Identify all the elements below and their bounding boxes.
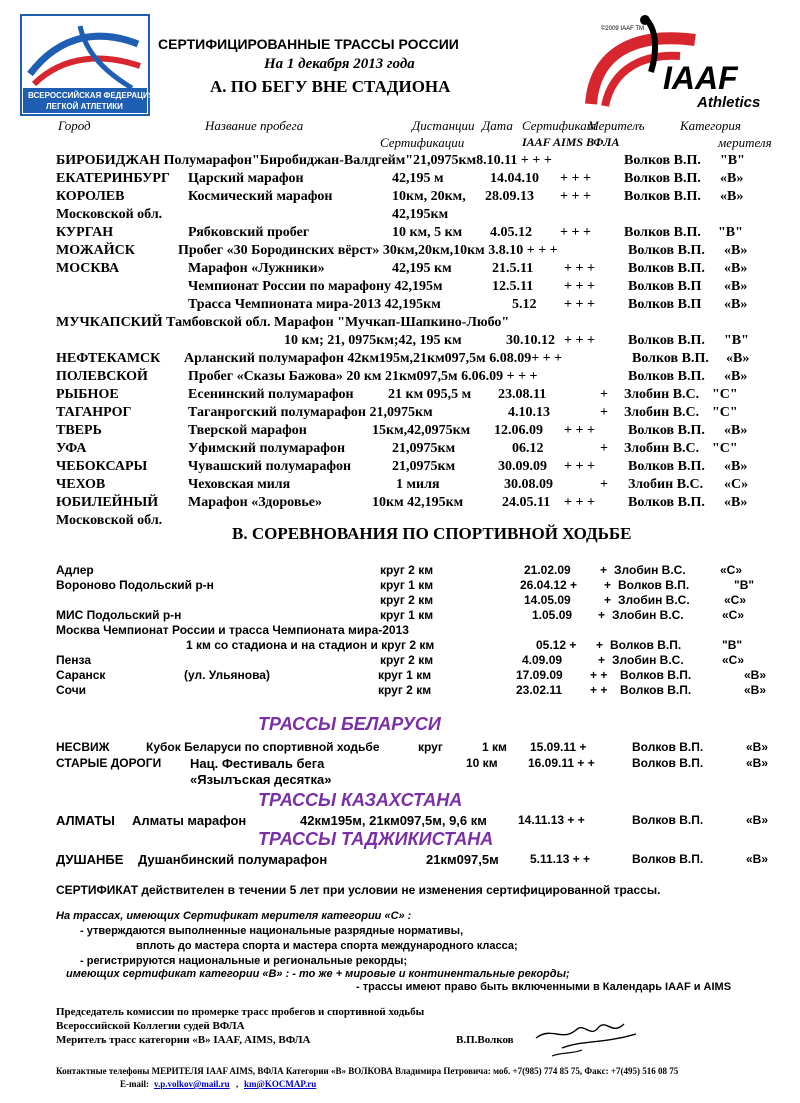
walk-dist: круг 2 км xyxy=(380,653,434,667)
signer-name: В.П.Волков xyxy=(456,1034,514,1046)
run-cert: + xyxy=(600,405,608,420)
run-measurer: Волков В.П. xyxy=(628,243,705,258)
run-measurer: Злобин В.С. xyxy=(624,387,700,402)
walk-date: 1.05.09 xyxy=(532,608,573,622)
run-line: БИРОБИДЖАН Полумарафон"Биробиджан-Валдгейм"21,0975км8.10.11 + + + xyxy=(56,153,552,168)
kz-measurer: Волков В.П. xyxy=(632,813,704,827)
run-cert: + + + xyxy=(560,225,591,240)
run-measurer: Волков В.П. xyxy=(628,333,705,348)
kz-name: Алматы марафон xyxy=(132,813,247,828)
run-name: Рябковский пробег xyxy=(188,225,310,240)
run-cert: + xyxy=(600,477,608,492)
walk-city: Пенза xyxy=(56,653,92,667)
walk-date: 4.09.09 xyxy=(522,653,563,667)
run-cat: "С" xyxy=(712,441,738,456)
walk-dist: круг 2 км xyxy=(380,593,434,607)
run-name: Космический марафон xyxy=(188,189,333,204)
col-date: Дата xyxy=(482,118,513,133)
walk-date: 26.04.12 + xyxy=(520,578,578,592)
run-date: 28.09.13 xyxy=(485,189,534,204)
walk-row xyxy=(0,653,800,668)
run-city: Московской обл. xyxy=(56,207,163,222)
run-cat: «В» xyxy=(724,459,748,474)
run-cat: «В» xyxy=(724,495,748,510)
belarus-cat: «В» xyxy=(746,740,769,754)
walk-cert: + xyxy=(596,638,604,652)
signature-icon xyxy=(532,1008,642,1062)
footer-line: Председатель комиссии по промерке трасс пробегов и спортивной ходьбы xyxy=(56,1006,425,1018)
col-name: Название пробега xyxy=(205,118,304,133)
run-dist: 10 км, 5 км xyxy=(392,225,463,240)
run-cat: "С" xyxy=(712,405,738,420)
iaaf-logo-sub: Athletics xyxy=(697,94,761,111)
run-measurer: Злобин В.С. xyxy=(624,405,700,420)
col-dist: Дистанции xyxy=(412,118,475,133)
run-cat: «В» xyxy=(720,171,744,186)
email-link-1[interactable]: v.p.volkov@mail.ru xyxy=(154,1079,230,1089)
col-cert-sub: IAAF AIMS ВФЛА xyxy=(522,135,620,149)
run-measurer: Злобин В.С. xyxy=(624,441,700,456)
belarus-date: 15.09.11 + xyxy=(530,740,587,754)
kz-date: 14.11.13 + + xyxy=(518,813,585,827)
run-row xyxy=(0,315,800,333)
belarus-name: Кубок Беларуси по спортивной ходьбе xyxy=(146,740,380,754)
col-city: Город xyxy=(58,118,91,133)
belarus-row xyxy=(0,740,800,755)
run-city: МОСКВА xyxy=(56,261,120,276)
run-city: ЧЕХОВ xyxy=(56,477,106,492)
run-date: 06.12 xyxy=(512,441,544,456)
iaaf-logo-small: ©2009 IAAF TM xyxy=(601,26,644,32)
walk-date: 14.05.09 xyxy=(524,593,571,607)
tajikistan-row xyxy=(0,852,800,867)
run-row xyxy=(0,477,800,495)
email-label: E-mail: xyxy=(120,1079,149,1089)
walk-date: 05.12 + xyxy=(536,638,577,652)
run-date: 30.09.09 xyxy=(498,459,547,474)
run-measurer: Волков В.П. xyxy=(628,369,705,384)
run-city: ПОЛЕВСКОЙ xyxy=(56,369,148,384)
run-row xyxy=(0,225,800,243)
belarus-name: «Язылъская десятка» xyxy=(190,772,332,787)
run-row xyxy=(0,441,800,459)
note-line: - трассы имеют право быть включенными в Календарь IAAF и AIMS xyxy=(356,981,732,993)
run-name: Марафон «Лужники» xyxy=(188,261,325,276)
run-dist: 10км, 20км, xyxy=(392,189,466,204)
run-line: Пробег «30 Бородинских вёрст» 30км,20км,10км 3.8.10 + + + xyxy=(178,243,558,258)
walk-measurer: Волков В.П. xyxy=(610,638,682,652)
walk-measurer: Волков В.П. xyxy=(620,668,692,682)
belarus-city: СТАРЫЕ ДОРОГИ xyxy=(56,756,162,770)
tj-name: Душанбинский полумарафон xyxy=(138,852,328,867)
run-line: 10 км; 21, 0975км;42, 195 км xyxy=(284,333,462,348)
run-cert: + + + xyxy=(564,279,595,294)
run-row xyxy=(0,495,800,513)
run-cat: "В" xyxy=(718,225,743,240)
run-name: Есенинский полумарафон xyxy=(188,387,354,402)
walk-city: Москва Чемпионат России и трасса Чемпионата мира-2013 xyxy=(56,623,409,637)
run-cat: «В» xyxy=(724,297,748,312)
walk-name: 1 км со стадиона и на стадион и круг 2 км xyxy=(186,638,435,652)
walk-name: (ул. Ульянова) xyxy=(184,668,270,682)
kz-cat: «В» xyxy=(746,813,769,827)
walk-cert: + + xyxy=(590,683,608,697)
run-city: ТАГАНРОГ xyxy=(56,405,132,420)
run-row xyxy=(0,423,800,441)
run-date: 4.10.13 xyxy=(508,405,550,420)
kazakhstan-heading: ТРАССЫ КАЗАХСТАНА xyxy=(258,790,463,810)
vfla-logo-text-2: ЛЕГКОЙ АТЛЕТИКИ xyxy=(46,102,123,111)
run-measurer: Волков В.П. xyxy=(628,495,705,510)
run-cat: "С" xyxy=(712,387,738,402)
run-line: Трасса Чемпионата мира-2013 42,195км xyxy=(188,297,441,312)
run-line: Пробег «Сказы Бажова» 20 км 21км097,5м 6.06.09 + + + xyxy=(188,369,538,384)
run-dist: 42,195км xyxy=(392,207,449,222)
run-city: МОЖАЙСК xyxy=(56,243,135,258)
run-measurer: Волков В.П. xyxy=(628,423,705,438)
walk-city: Адлер xyxy=(56,563,94,577)
walk-row xyxy=(0,578,800,593)
walk-date: 23.02.11 xyxy=(516,683,563,697)
run-cert: + + + xyxy=(560,189,591,204)
run-city: НЕФТЕКАМСК xyxy=(56,351,161,366)
run-row xyxy=(0,243,800,261)
walk-measurer: Волков В.П. xyxy=(618,578,690,592)
run-date: 24.05.11 xyxy=(502,495,551,510)
run-cert: + + + xyxy=(564,459,595,474)
run-measurer: Волков В.П. xyxy=(624,189,701,204)
certificate-note: СЕРТИФИКАТ действителен в течении 5 лет при условии не изменения сертифицированной трассы. xyxy=(56,883,661,897)
run-date: 14.04.10 xyxy=(490,171,539,186)
walk-dist: круг 2 км xyxy=(380,563,434,577)
tj-measurer: Волков В.П. xyxy=(632,852,704,866)
run-date: 12.5.11 xyxy=(492,279,534,294)
note-line: вплоть до мастера спорта и мастера спорта международного класса; xyxy=(136,940,518,952)
col-category-sub: мерителя xyxy=(718,135,772,150)
walk-measurer: Злобин В.С. xyxy=(612,653,684,667)
walk-cert: + xyxy=(604,593,612,607)
walk-city: Вороново Подольский р-н xyxy=(56,578,214,592)
walk-measurer: Волков В.П. xyxy=(620,683,692,697)
run-cert: + + + xyxy=(560,171,591,186)
walk-measurer: Злобин В.С. xyxy=(618,593,690,607)
run-name: Чеховская миля xyxy=(188,477,291,492)
run-name: Уфимский полумарафон xyxy=(188,441,346,456)
run-line: Арланский полумарафон 42км195м,21км097,5м 6.08.09+ + + xyxy=(184,351,563,366)
document-date: На 1 декабря 2013 года xyxy=(264,56,415,72)
run-row xyxy=(0,189,800,207)
run-measurer: Волков В.П. xyxy=(624,153,701,168)
run-row xyxy=(0,279,800,297)
run-city: ЮБИЛЕЙНЫЙ xyxy=(56,495,159,510)
run-row xyxy=(0,405,800,423)
belarus-kind: круг xyxy=(418,740,443,754)
walk-measurer: Злобин В.С. xyxy=(614,563,686,577)
section-a-title: А. ПО БЕГУ ВНЕ СТАДИОНА xyxy=(210,77,451,96)
belarus-measurer: Волков В.П. xyxy=(632,756,704,770)
email-link-2[interactable]: km@KOCMAP.ru xyxy=(244,1079,317,1089)
walk-date: 21.02.09 xyxy=(524,563,571,577)
walk-row xyxy=(0,593,800,608)
walk-dist: круг 2 км xyxy=(378,683,432,697)
walk-dist: круг 1 км xyxy=(380,578,434,592)
run-cert: + + + xyxy=(564,333,595,348)
col-cert: Сертификат xyxy=(522,118,597,133)
note-line: - утверждаются выполненные национальные разрядные нормативы, xyxy=(80,925,464,937)
run-cat: "В" xyxy=(720,153,745,168)
belarus-row xyxy=(0,772,800,787)
walk-row xyxy=(0,683,800,698)
walk-cert: + xyxy=(598,653,606,667)
run-measurer: Волков В.П. xyxy=(632,351,709,366)
run-date: 23.08.11 xyxy=(498,387,547,402)
run-name: Таганрогский полумарафон 21,0975км xyxy=(188,405,433,420)
walk-measurer: Злобин В.С. xyxy=(612,608,684,622)
note-line: - регистрируются национальные и региональные рекорды; xyxy=(80,955,408,967)
note-line: На трассах, имеющих Сертификат мерителя категории «С» : xyxy=(56,910,412,922)
run-date: 21.5.11 xyxy=(492,261,534,276)
run-dist: 42,195 км xyxy=(392,261,452,276)
run-city: РЫБНОЕ xyxy=(56,387,119,402)
run-cat: «В» xyxy=(720,189,744,204)
run-cat: "В" xyxy=(724,333,749,348)
tj-dist: 21км097,5м xyxy=(426,852,499,867)
walk-cat: «С» xyxy=(720,563,743,577)
walk-dist: круг 1 км xyxy=(380,608,434,622)
run-dist: 1 миля xyxy=(396,477,440,492)
belarus-name: Нац. Фестиваль бега xyxy=(190,756,325,771)
walk-row xyxy=(0,563,800,578)
run-cat: «С» xyxy=(724,477,749,492)
note-line: имеющих сертификат категории «В» : - то же + мировые и континентальные рекорды; xyxy=(66,968,570,980)
tj-city: ДУШАНБЕ xyxy=(56,852,124,867)
run-name: Чувашский полумарафон xyxy=(188,459,352,474)
run-measurer: Волков В.П. xyxy=(624,171,701,186)
belarus-dist: 1 км xyxy=(482,740,507,754)
walk-cert: + xyxy=(604,578,612,592)
walk-cat: «С» xyxy=(722,608,745,622)
section-b-title: В. СОРЕВНОВАНИЯ ПО СПОРТИВНОЙ ХОДЬБЕ xyxy=(232,524,632,543)
run-row xyxy=(0,153,800,171)
run-measurer: Злобин В.С. xyxy=(628,477,704,492)
email-separator: , xyxy=(236,1079,239,1089)
walk-city: МИС Подольский р-н xyxy=(56,608,182,622)
run-city: Московской обл. xyxy=(56,513,163,528)
run-cat: «В» xyxy=(726,351,750,366)
run-city: ЕКАТЕРИНБУРГ xyxy=(56,171,170,186)
kz-dist: 42км195м, 21км097,5м, 9,6 км xyxy=(300,813,487,828)
run-city: УФА xyxy=(56,441,87,456)
walk-cert: + + xyxy=(590,668,608,682)
run-cert: + xyxy=(600,441,608,456)
run-measurer: Волков В.П xyxy=(628,279,702,294)
walk-cat: «В» xyxy=(744,683,767,697)
kazakhstan-row xyxy=(0,813,800,828)
walk-date: 17.09.09 xyxy=(516,668,563,682)
run-line: МУЧКАПСКИЙ Тамбовской обл. Марафон "Мучкап-Шапкино-Любо" xyxy=(56,315,510,330)
walk-cat: "В" xyxy=(722,638,743,652)
walk-cat: "В" xyxy=(734,578,755,592)
belarus-date: 16.09.11 + + xyxy=(528,756,595,770)
run-name: Марафон «Здоровье» xyxy=(188,495,322,510)
run-date: 4.05.12 xyxy=(490,225,532,240)
walk-cert: + xyxy=(598,608,606,622)
tajikistan-heading: ТРАССЫ ТАДЖИКИСТАНА xyxy=(258,829,494,849)
belarus-city: НЕСВИЖ xyxy=(56,740,110,754)
walk-cat: «С» xyxy=(722,653,745,667)
vfla-logo-text-1: ВСЕРОССИЙСКАЯ ФЕДЕРАЦИЯ xyxy=(28,91,155,100)
run-city: ТВЕРЬ xyxy=(56,423,102,438)
tj-date: 5.11.13 + + xyxy=(530,852,591,866)
run-cert: + + + xyxy=(564,261,595,276)
run-cat: «В» xyxy=(724,369,748,384)
run-row xyxy=(0,261,800,279)
run-dist: 21,0975км xyxy=(392,441,456,456)
run-city: ЧЕБОКСАРЫ xyxy=(56,459,148,474)
col-category: Категория xyxy=(680,118,741,133)
run-row xyxy=(0,171,800,189)
run-row xyxy=(0,333,800,351)
run-date: 30.08.09 xyxy=(504,477,553,492)
col-measurer: Мерителъ xyxy=(588,118,645,133)
run-date: 5.12 xyxy=(512,297,537,312)
iaaf-logo xyxy=(585,12,780,114)
belarus-measurer: Волков В.П. xyxy=(632,740,704,754)
run-row xyxy=(0,459,800,477)
belarus-dist: 10 км xyxy=(466,756,498,770)
vfla-logo xyxy=(20,14,155,116)
footer-line: Всероссийской Коллегии судей ВФЛА xyxy=(56,1020,245,1032)
document-title: СЕРТИФИЦИРОВАННЫЕ ТРАССЫ РОССИИ xyxy=(158,36,459,52)
footer-line: Мерителъ трасс категории «В» IAAF, AIMS, ВФЛА xyxy=(56,1034,311,1046)
run-cat: «В» xyxy=(724,423,748,438)
run-measurer: Волков В.П. xyxy=(628,459,705,474)
run-measurer: Волков В.П xyxy=(628,297,702,312)
walk-city: Саранск xyxy=(56,668,106,682)
walk-city: Сочи xyxy=(56,683,87,697)
run-row xyxy=(0,351,800,369)
run-row xyxy=(0,369,800,387)
run-row xyxy=(0,387,800,405)
run-dist: 10км 42,195км xyxy=(372,495,464,510)
iaaf-logo-brand: IAAF xyxy=(663,60,738,96)
run-row xyxy=(0,297,800,315)
tj-cat: «В» xyxy=(746,852,769,866)
walk-row xyxy=(0,668,800,683)
kz-city: АЛМАТЫ xyxy=(56,813,115,828)
run-cat: «В» xyxy=(724,243,748,258)
run-cert: + + + xyxy=(564,495,595,510)
run-city: КОРОЛЕВ xyxy=(56,189,125,204)
run-cert: + + + xyxy=(564,423,595,438)
belarus-heading: ТРАССЫ БЕЛАРУСИ xyxy=(258,714,441,734)
run-city: КУРГАН xyxy=(56,225,114,240)
run-dist: 15км,42,0975км xyxy=(372,423,471,438)
col-dist-sub: Сертификации xyxy=(380,135,465,150)
run-cat: «В» xyxy=(724,279,748,294)
run-measurer: Волков В.П. xyxy=(628,261,705,276)
run-date: 30.10.12 xyxy=(506,333,555,348)
walk-dist: круг 1 км xyxy=(378,668,432,682)
belarus-row xyxy=(0,756,800,771)
contact-phones: Контактные телефоны МЕРИТЕЛЯ IAAF AIMS, ВФЛА Категории «В» ВОЛКОВА Владимира Петровича: моб. +7(985) 774 85 75, Факс: +7(495) 516 08 75 xyxy=(56,1066,679,1076)
belarus-cat: «В» xyxy=(746,756,769,770)
walk-row xyxy=(0,623,800,638)
run-cert: + + + xyxy=(564,297,595,312)
run-dist: 42,195 м xyxy=(392,171,444,186)
vfla-emblem-icon xyxy=(20,14,150,116)
run-measurer: Волков В.П. xyxy=(624,225,701,240)
run-row xyxy=(0,207,800,225)
walk-row xyxy=(0,608,800,623)
run-cat: «В» xyxy=(724,261,748,276)
walk-cat: «В» xyxy=(744,668,767,682)
run-cert: + xyxy=(600,387,608,402)
walk-cat: «С» xyxy=(724,593,747,607)
walk-row xyxy=(0,638,800,653)
run-name: Тверской марафон xyxy=(188,423,307,438)
run-line: Чемпионат России по марафону 42,195м xyxy=(188,279,443,294)
run-dist: 21 км 095,5 м xyxy=(388,387,472,402)
run-dist: 21,0975км xyxy=(392,459,456,474)
run-name: Царский марафон xyxy=(188,171,304,186)
walk-cert: + xyxy=(600,563,608,577)
run-date: 12.06.09 xyxy=(494,423,543,438)
